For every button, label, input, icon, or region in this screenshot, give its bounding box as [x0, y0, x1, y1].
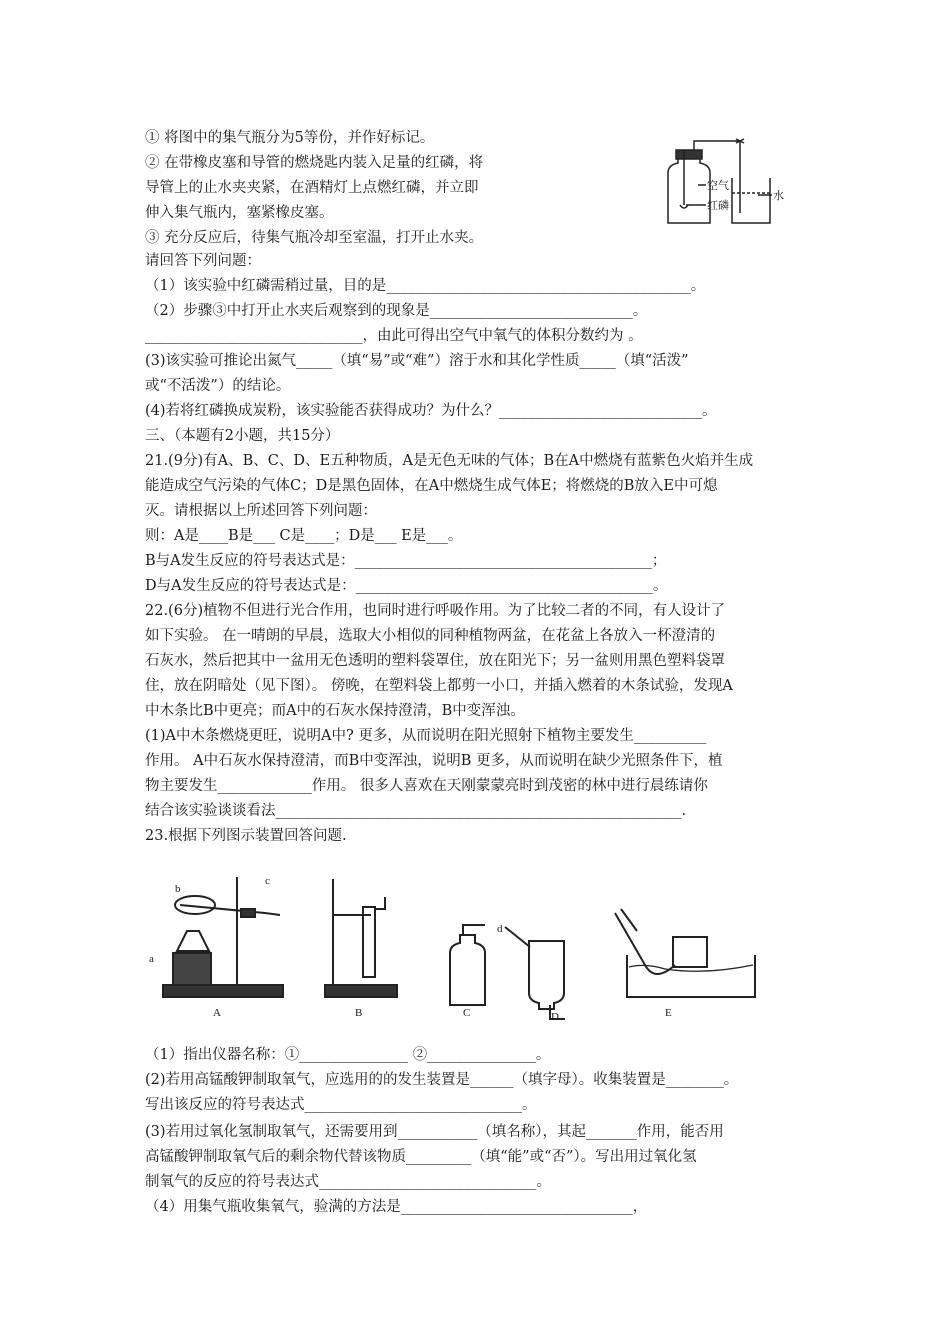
- text-line: 或“不活泼”）的结论。: [145, 378, 291, 394]
- air-label: 空气: [707, 180, 729, 192]
- text-line: 如下实验。 在一晴朗的早晨，选取大小相似的同种植物两盆，在花盆上各放入一杯澄清的: [145, 628, 716, 644]
- text-line: D与A发生反应的符号表达式是：_________________________________________。: [145, 578, 668, 594]
- text-line: 请回答下列问题：: [145, 253, 261, 269]
- text-line: 制氧气的反应的符号表达式______________________________。: [145, 1174, 551, 1190]
- text-line: 23.根据下列图示装置回答问题.: [145, 828, 347, 844]
- text-line: ② 在带橡皮塞和导管的燃烧匙内装入足量的红磷，将: [145, 155, 484, 171]
- text-line: (4)若将红磷换成炭粉，该实验能否获得成功？为什么？____________________________。: [145, 403, 717, 419]
- text-line: (3)若用过氧化氢制取氧气，还需要用到___________（填名称），其起_______作用，能否用: [145, 1124, 724, 1140]
- text-line: ① 将图中的集气瓶分为5等份，并作好标记。: [145, 130, 435, 146]
- text-line: (2)若用高锰酸钾制取氧气，应选用的的发生装置是______（填字母）。收集装置是________。: [145, 1072, 739, 1088]
- label-d: d: [497, 923, 503, 935]
- text-line: （2）步骤③中打开止水夹后观察到的现象是____________________________。: [145, 303, 648, 319]
- text-line: 中木条比B中更亮；而A中的石灰水保持澄清，B中变浑浊。: [145, 703, 525, 719]
- text-line: 22.(6分)植物不但进行光合作用，也同时进行呼吸作用。为了比较二者的不同，有人设计了: [145, 603, 726, 619]
- label-b: b: [175, 883, 181, 895]
- text-line: 灭。请根据以上所述回答下列问题：: [145, 503, 377, 519]
- text-line: （1）指出仪器名称：①_______________ ②_______________。: [145, 1047, 551, 1063]
- text-line: 写出该反应的符号表达式______________________________。: [145, 1097, 537, 1113]
- apparatus-B-label: B: [355, 1007, 363, 1019]
- text-line: 能造成空气污染的气体C；D是黑色固体，在A中燃烧生成气体E；将燃烧的B放入E中可熄: [145, 478, 718, 494]
- text-line: 作用。 A中石灰水保持澄清，而B中变浑浊，说明B 更多，从而说明在缺少光照条件下，植: [145, 753, 723, 769]
- phosphorus-label: 红磷: [707, 200, 729, 212]
- text-line: 石灰水，然后把其中一盆用无色透明的塑料袋罩住，放在阳光下；另一盆则用黑色塑料袋罩: [145, 653, 725, 669]
- text-line: 导管上的止水夹夹紧，在酒精灯上点燃红磷，并立即: [145, 180, 479, 196]
- apparatus-figure: [145, 865, 765, 1025]
- apparatus-D-label: D: [551, 1011, 559, 1023]
- apparatus-C-label: C: [463, 1007, 471, 1019]
- oxygen-experiment-figure: [660, 133, 810, 233]
- text-line: 伸入集气瓶内，塞紧橡皮塞。: [145, 205, 334, 221]
- text-line: （4）用集气瓶收集氧气，验满的方法是________________________________，: [145, 1199, 648, 1215]
- text-line: ③ 充分反应后，待集气瓶冷却至室温，打开止水夹。: [145, 230, 484, 246]
- text-line: (1)A中木条燃烧更旺，说明A中? 更多，从而说明在阳光照射下植物主要发生__________: [145, 728, 707, 744]
- text-line: 结合该实验谈谈看法________________________________________________________.: [145, 803, 687, 819]
- apparatus-E-label: E: [665, 1007, 672, 1019]
- text-line: B与A发生反应的符号表达式是：_________________________________________；: [145, 553, 667, 569]
- text-line: 住，放在阴暗处（见下图）。 傍晚，在塑料袋上都剪一小口，并插入燃着的木条试验，发现A: [145, 678, 733, 694]
- text-line: 则：A是____B是___ C是____；D是___ E是___。: [145, 528, 463, 544]
- label-a: a: [149, 953, 154, 965]
- text-line: ______________________________，由此可得出空气中氧气的体积分数约为 。: [145, 328, 643, 344]
- text-line: （1）该实验中红磷需稍过量，目的是__________________________________________。: [145, 278, 706, 294]
- text-line: (3)该实验可推论出氮气_____（填“易”或“难”）溶于水和其化学性质_____（填“活泼”: [145, 353, 689, 369]
- label-c: c: [265, 875, 270, 887]
- text-line: 高锰酸钾制取氧气后的剩余物代替该物质_________（填“能”或“否”）。写出用过氧化氢: [145, 1149, 697, 1165]
- apparatus-A-label: A: [213, 1007, 221, 1019]
- text-line: 21.(9分)有A、B、C、D、E五种物质，A是无色无味的气体；B在A中燃烧有蓝紫色火焰并生成: [145, 453, 754, 469]
- water-label: 水: [773, 190, 784, 202]
- section-heading: 三、（本题有2小题，共15分）: [145, 428, 340, 444]
- text-line: 物主要发生_____________作用。 很多人喜欢在天刚蒙蒙亮时到茂密的林中进行晨练请你: [145, 778, 708, 794]
